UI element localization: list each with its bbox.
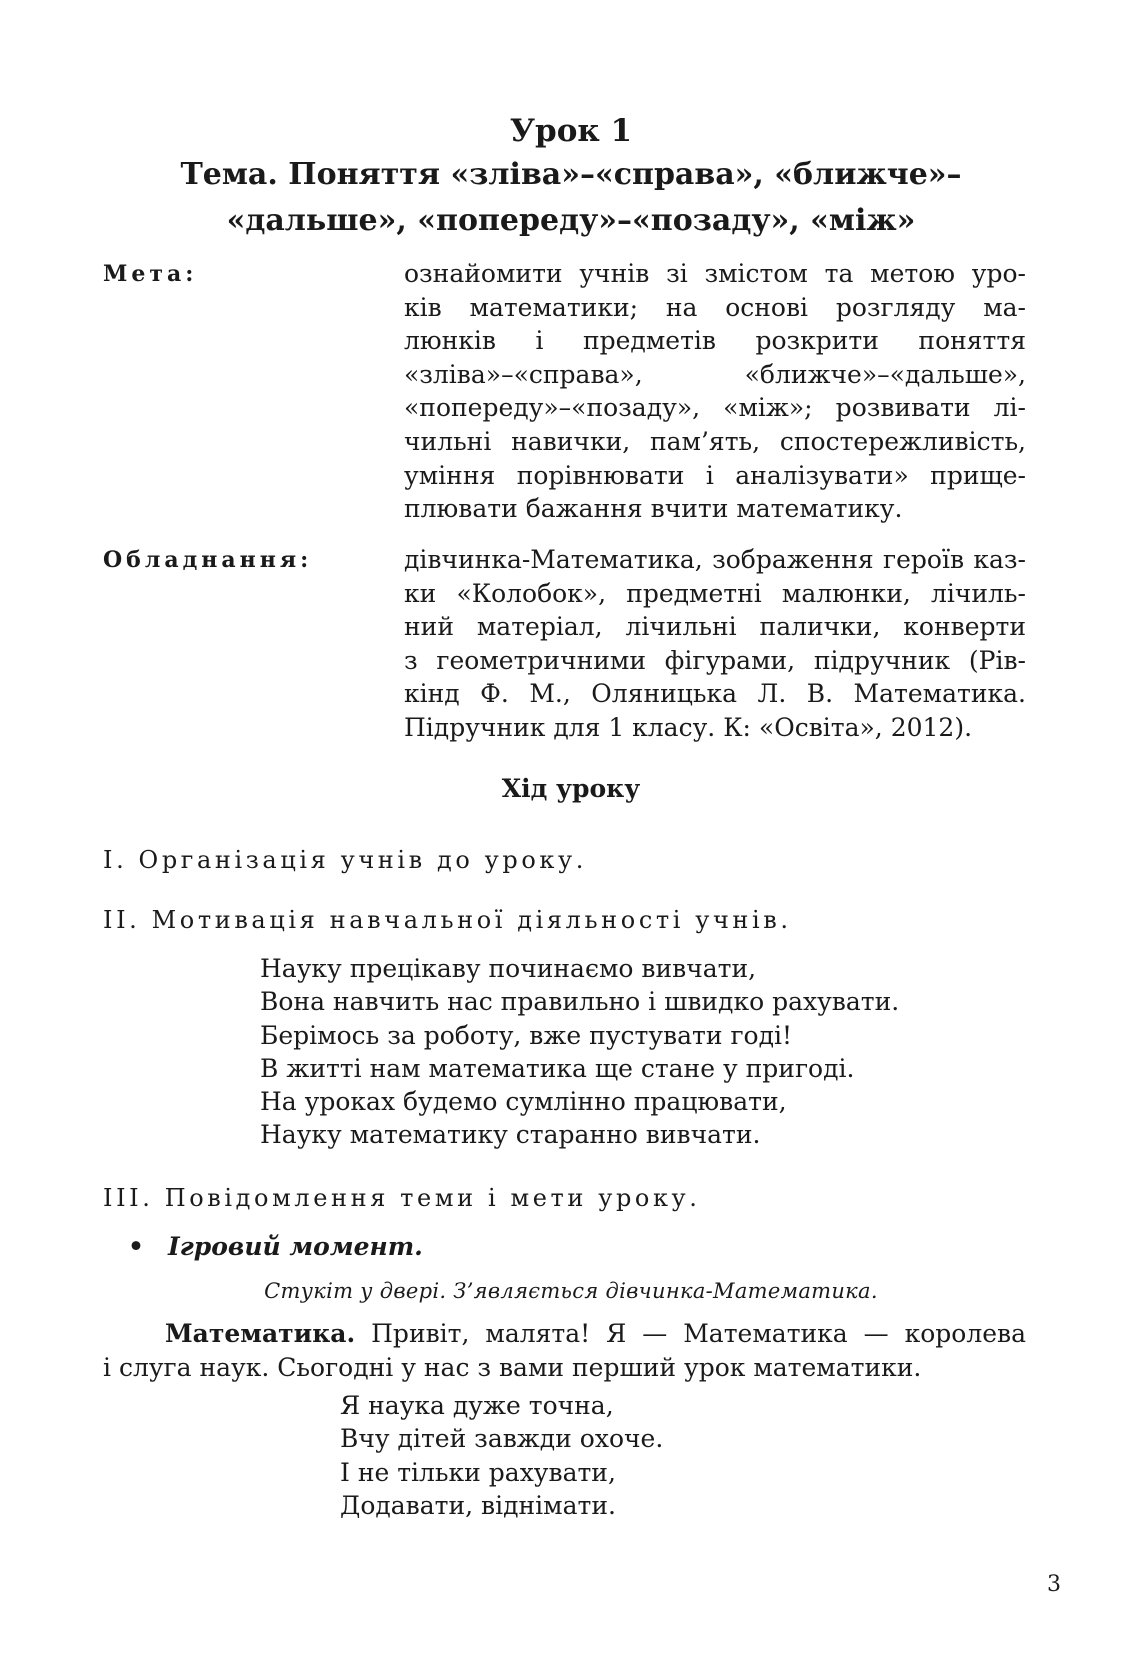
- lesson-topic: [100, 152, 1042, 244]
- stage-motivation: ІІ. Мотивація навчальної діяльності учнів.: [103, 906, 792, 934]
- equipment-text: [404, 543, 1026, 745]
- poem-line: В житті нам математика ще стане у пригоді.: [260, 1053, 855, 1083]
- equipment-line: з геометричними фігурами, підручник (Рів-: [404, 645, 1026, 675]
- goal-line: уміння порівнювати і аналізувати» прище-: [404, 460, 1026, 490]
- lesson-title: Урок 1: [509, 113, 633, 149]
- goal-line: чильні навички, пам’ять, спостережливість,: [404, 426, 1026, 456]
- goal-line: ознайомити учнів зі змістом та метою уро-: [404, 259, 1026, 288]
- game-moment-text: Ігровий момент.: [168, 1232, 423, 1261]
- goal-line: плювати бажання вчити математику.: [404, 494, 903, 524]
- poem-line: Берімось за роботу, вже пустувати годі!: [260, 1020, 793, 1050]
- poem-line: Науку прецікаву починаємо вивчати,: [260, 954, 757, 983]
- dialogue-text: Привіт, малята! Я — Математика — королева: [355, 1319, 1026, 1348]
- equipment-line: Підручник для 1 класу. К: «Освіта», 2012).: [404, 712, 973, 742]
- stage-direction: Стукіт у двері. З’являється дівчинка-Математика.: [264, 1279, 878, 1303]
- bullet-icon: •: [128, 1232, 144, 1261]
- equipment-line: дівчинка-Математика, зображення героїв каз-: [404, 545, 1026, 574]
- mathematics-poem: [340, 1389, 663, 1522]
- goal-line: ків математики; на основі розгляду ма-: [404, 292, 1026, 322]
- equipment-line: ний матеріал, лічильні палички, конверти: [404, 612, 1026, 642]
- motivation-poem: [260, 952, 899, 1152]
- goal-line: люнків і предметів розкрити поняття: [404, 326, 1026, 356]
- dialogue-line: і слуга наук. Сьогодні у нас з вами перший урок математики.: [103, 1353, 922, 1382]
- poem-line: Я наука дуже точна,: [340, 1391, 614, 1420]
- goal-text: [404, 257, 1026, 526]
- topic-line: «дальше», «попереду»–«позаду», «між»: [226, 203, 916, 238]
- poem-line: Додавати, віднімати.: [340, 1490, 616, 1520]
- topic-line: Тема. Поняття «зліва»–«справа», «ближче»–: [180, 157, 962, 192]
- equipment-line: ки «Колобок», предметні малюнки, лічиль-: [404, 578, 1026, 608]
- poem-line: На уроках будемо сумлінно працювати,: [260, 1087, 787, 1117]
- poem-line: Вона навчить нас правильно і швидко рахувати.: [260, 987, 900, 1017]
- dialogue-paragraph: [103, 1317, 1026, 1385]
- stage-organization: І. Організація учнів до уроку.: [103, 846, 587, 874]
- poem-line: Науку математику старанно вивчати.: [260, 1120, 761, 1150]
- poem-line: І не тільки рахувати,: [340, 1457, 616, 1487]
- goal-line: «попереду»–«позаду», «між»; розвивати лі-: [404, 393, 1026, 423]
- poem-line: Вчу дітей завжди охоче.: [340, 1424, 664, 1454]
- page-number: 3: [1047, 1572, 1061, 1597]
- lesson-flow-heading: Хід уроку: [501, 774, 641, 803]
- goal-line: «зліва»–«справа», «ближче»–«дальше»,: [404, 359, 1026, 389]
- dialogue-line: [103, 1317, 1026, 1351]
- equipment-label: Обладнання:: [103, 547, 313, 573]
- stage-topic-announcement: ІІІ. Повідомлення теми і мети уроку.: [103, 1184, 701, 1212]
- equipment-line: кінд Ф. М., Оляницька Л. В. Математика.: [404, 679, 1026, 709]
- goal-label: Мета:: [103, 261, 198, 287]
- speaker-name: Математика.: [165, 1319, 356, 1348]
- game-moment-item: [128, 1230, 423, 1264]
